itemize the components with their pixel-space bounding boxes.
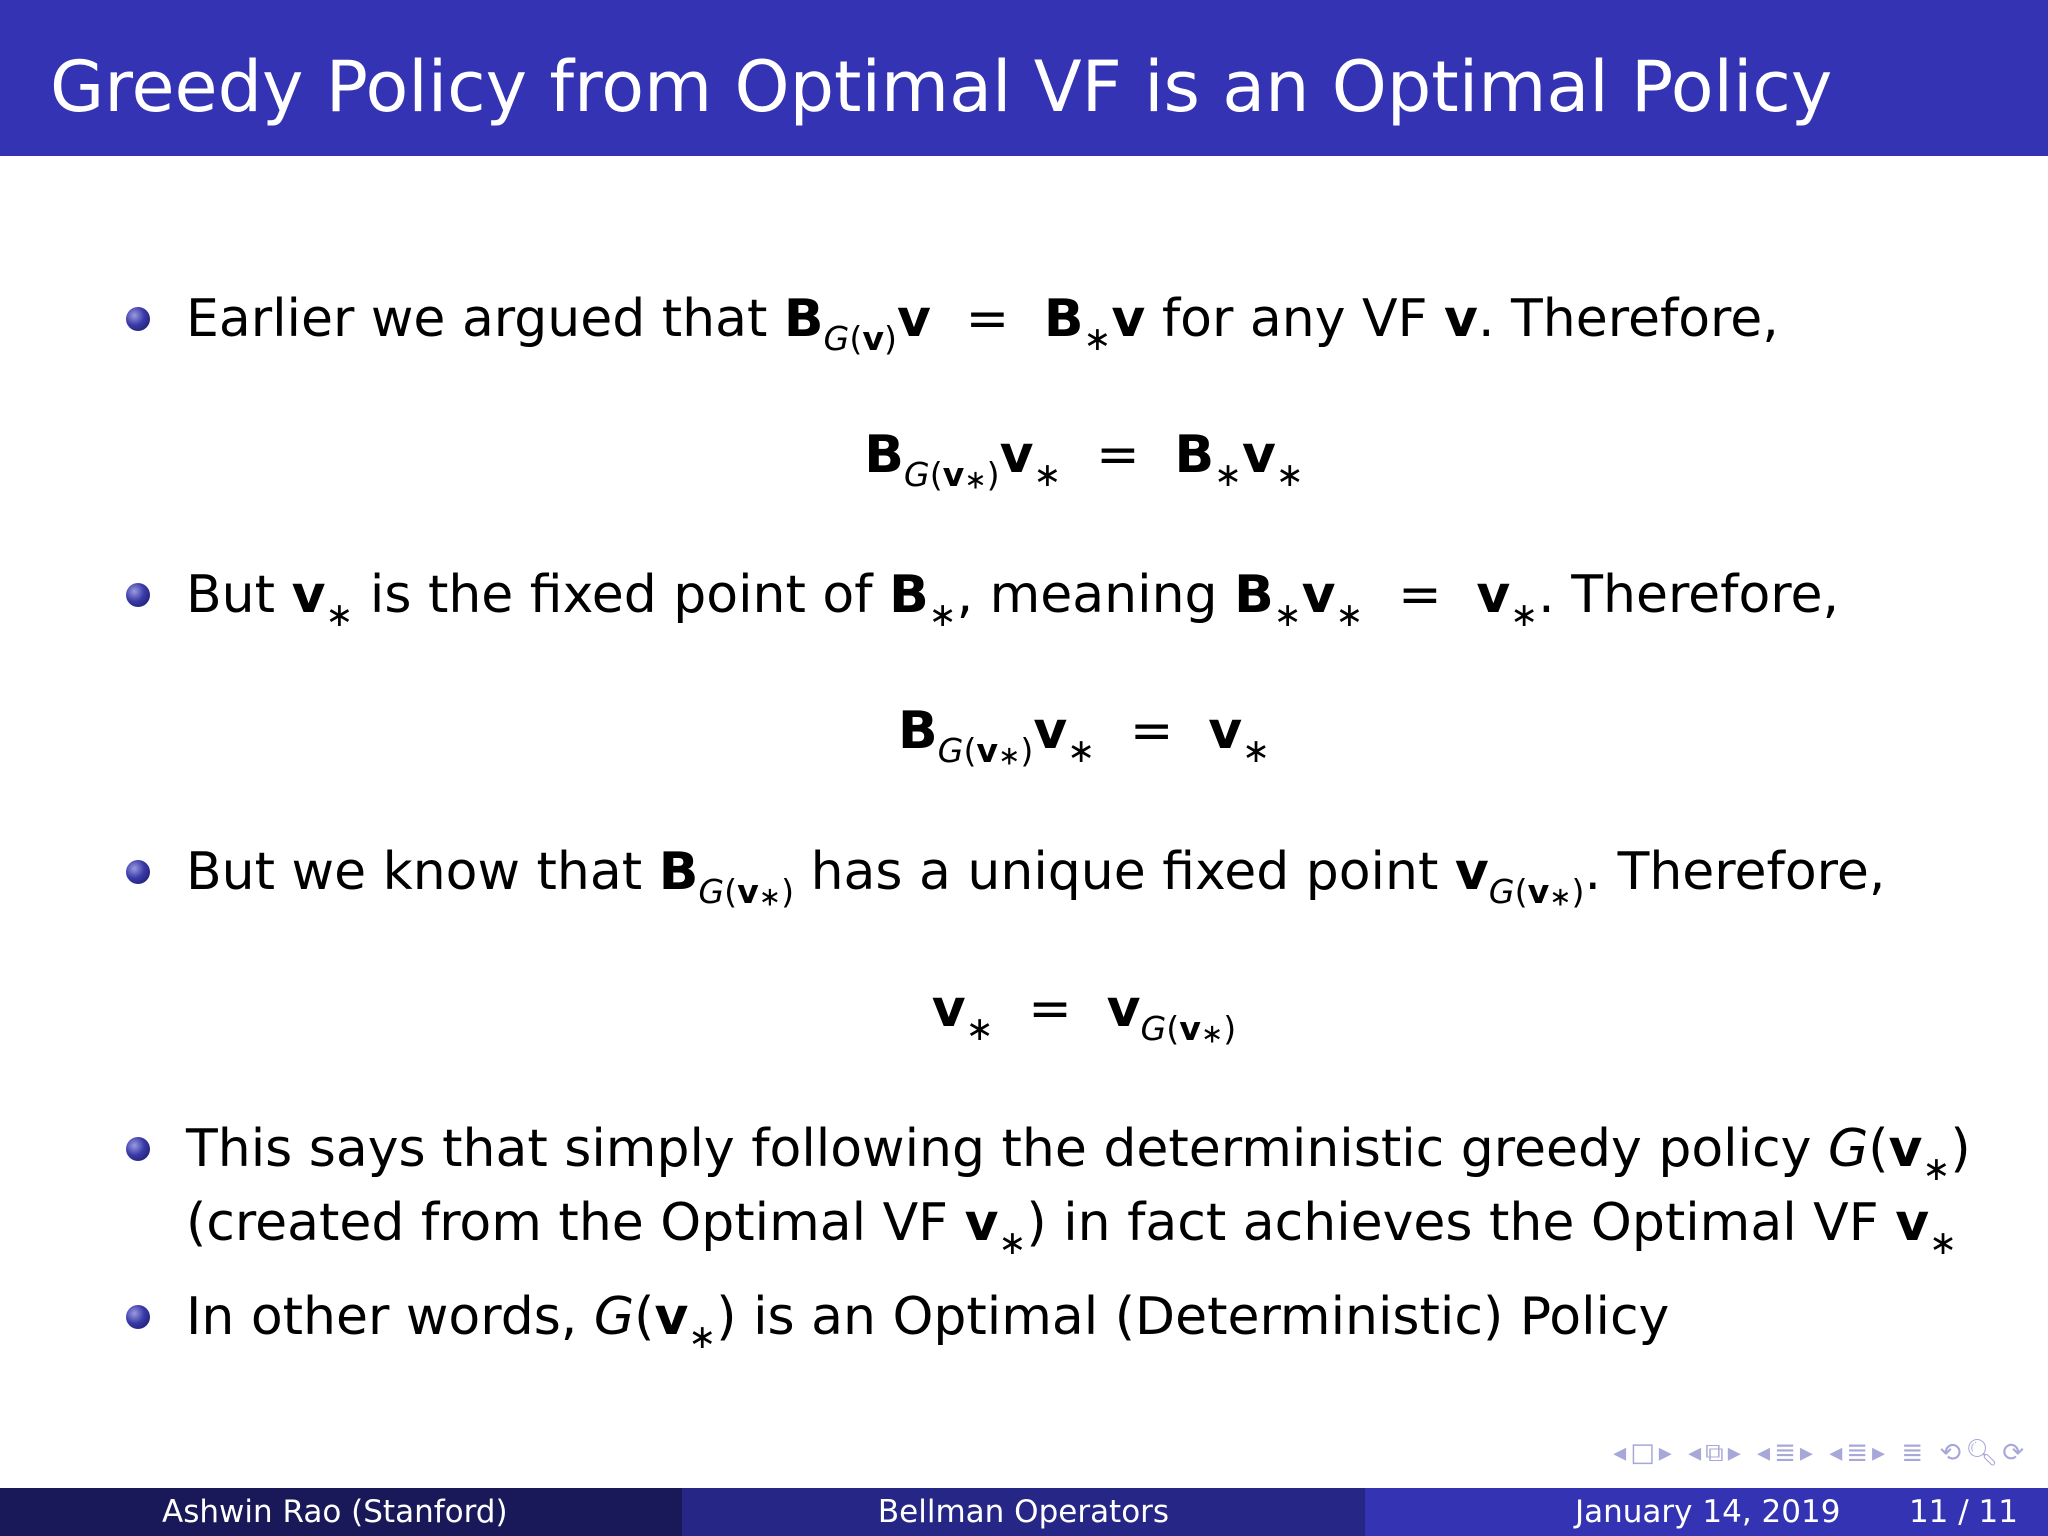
bullet-3-marker bbox=[126, 860, 150, 884]
equation-1: $B_{G(v_∗)}v_∗ = B_∗v_∗$ bbox=[864, 425, 1304, 496]
footer-topic: Bellman Operators bbox=[682, 1488, 1365, 1536]
bullet-4-marker bbox=[126, 1137, 150, 1161]
bullet-2-marker bbox=[126, 583, 150, 607]
search-zoom-icons[interactable]: ⟲🔍︎⟳ bbox=[1939, 1438, 2028, 1468]
footer-bar bbox=[0, 1488, 2048, 1536]
subsection-nav-icons[interactable]: ◂⧉▸ bbox=[1688, 1438, 1745, 1468]
slide-title: Greedy Policy from Optimal VF is an Optimal Policy bbox=[50, 46, 1833, 128]
equation-2: $B_{G(v_∗)}v_∗ = v_∗$ bbox=[898, 701, 1270, 772]
bullet-5-marker bbox=[126, 1305, 150, 1329]
beamer-nav-bar[interactable] bbox=[1613, 1438, 2028, 1469]
subsubsection-nav-icons[interactable]: ◂≣▸ bbox=[1829, 1438, 1890, 1468]
footer-date: January 14, 2019 bbox=[1575, 1494, 1841, 1530]
section-nav-icons[interactable]: ◂≣▸ bbox=[1757, 1438, 1817, 1468]
equation-3: $v_∗ = v_{G(v_∗)}$ bbox=[931, 979, 1237, 1050]
bullet-4-line-1: This says that simply following the deterministic greedy policy $G(v_∗)$ bbox=[186, 1119, 1971, 1188]
bullet-1-marker bbox=[126, 307, 150, 331]
bullet-5-text: In other words, $G(v_∗)$ is an Optimal (Deterministic) Policy bbox=[186, 1287, 1670, 1356]
bullet-3-text: But we know that $B_{G(v_∗)}$ has a unique fixed point $v_{G(v_∗)}$. Therefore, bbox=[186, 842, 1886, 913]
appendix-nav-icon[interactable]: ≣ bbox=[1901, 1438, 1928, 1468]
bullet-1-text: Earlier we argued that $B_{G(v)}v = B_∗v$ for any VF v. Therefore, bbox=[186, 289, 1779, 358]
footer-author-section bbox=[0, 1488, 682, 1536]
footer-author: Ashwin Rao (Stanford) bbox=[162, 1494, 508, 1530]
footer-page-number: 11 / 11 bbox=[1908, 1494, 2018, 1530]
bullet-4-line-2: (created from the Optimal VF $v_∗$) in fact achieves the Optimal VF $v_∗$ bbox=[186, 1193, 1957, 1262]
bullet-2-text: But $v_∗$ is the fixed point of $B_∗$, meaning $B_∗v_∗ = v_∗$. Therefore, bbox=[186, 565, 1840, 634]
title-bar bbox=[0, 0, 2048, 156]
footer-date-section bbox=[1365, 1488, 2048, 1536]
frame-nav-icons[interactable]: ◂□▸ bbox=[1613, 1438, 1676, 1468]
